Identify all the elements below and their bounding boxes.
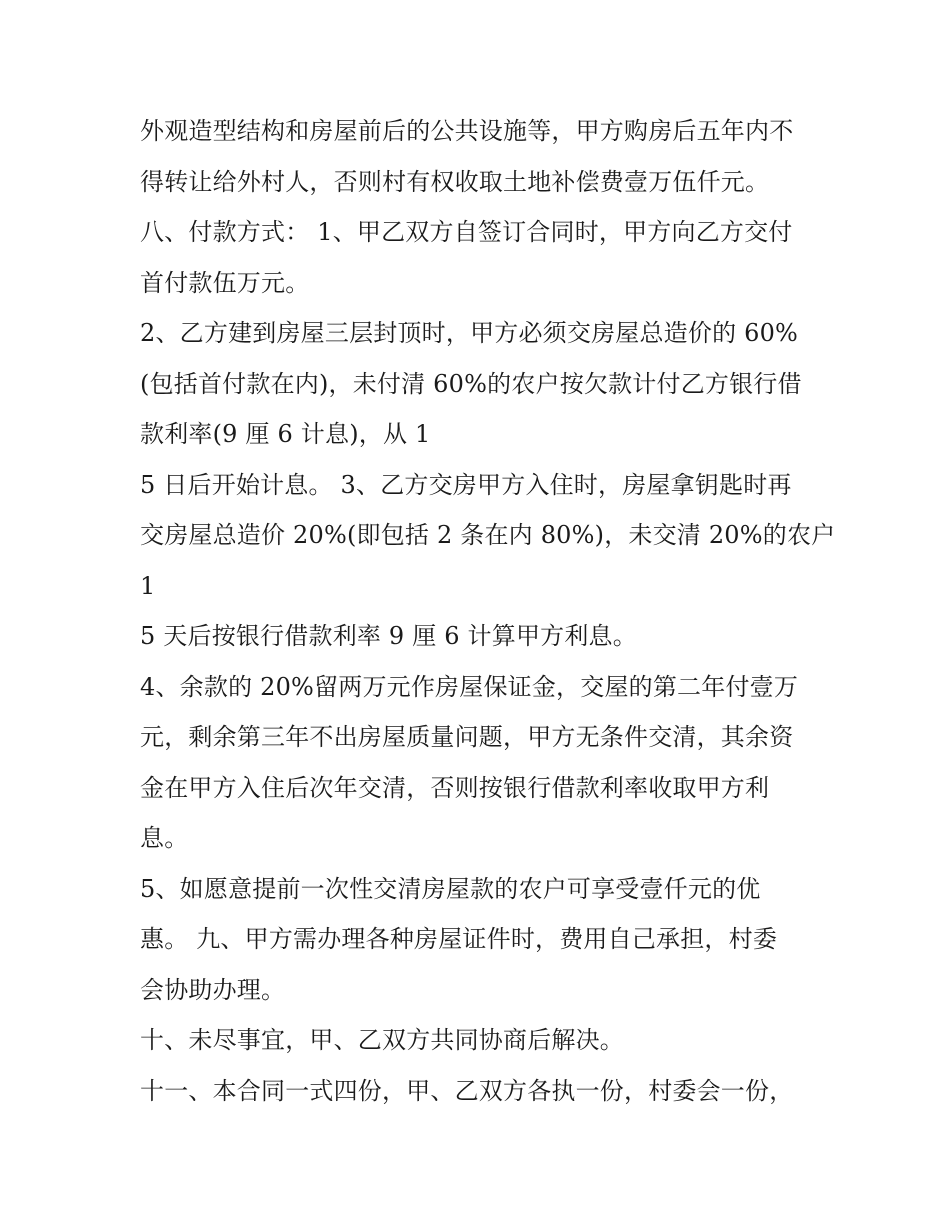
text-line: 交房屋总造价 20%(即包括 2 条在内 80%)，未交清 20%的农户 [140, 521, 836, 549]
text-line: 八、付款方式： 1、甲乙双方自签订合同时，甲方向乙方交付 [140, 218, 793, 246]
text-line: 1 [140, 571, 156, 600]
text-line: 2、乙方建到房屋三层封顶时，甲方必须交房屋总造价的 60% [140, 319, 799, 347]
document-body [140, 106, 836, 1116]
text-line: 得转让给外村人，否则村有权收取土地补偿费壹万伍仟元。 [140, 167, 770, 196]
text-line: 外观造型结构和房屋前后的公共设施等，甲方购房后五年内不 [140, 117, 794, 145]
text-line: 5 天后按银行借款利率 9 厘 6 计算甲方利息。 [140, 622, 637, 650]
text-line: (包括首付款在内)，未付清 60%的农户按欠款计付乙方银行借 [140, 369, 802, 398]
text-line: 十、未尽事宜，甲、乙双方共同协商后解决。 [140, 1026, 624, 1054]
text-line: 5 日后开始计息。 3、乙方交房甲方入住时，房屋拿钥匙时再 [140, 470, 792, 499]
text-line: 5、如愿意提前一次性交清房屋款的农户可享受壹仟元的优 [140, 874, 761, 903]
text-line: 十一、本合同一式四份，甲、乙双方各执一份，村委会一份， [140, 1076, 794, 1105]
text-line: 惠。 九、甲方需办理各种房屋证件时，费用自己承担，村委 [140, 925, 778, 953]
text-line: 金在甲方入住后次年交清，否则按银行借款利率收取甲方利 [140, 773, 770, 802]
text-line: 首付款伍万元。 [140, 268, 310, 297]
text-line: 款利率(9 厘 6 计息)，从 1 [140, 420, 431, 448]
text-line: 元，剩余第三年不出房屋质量问题，甲方无条件交清，其余资 [140, 723, 794, 751]
text-line: 息。 [140, 824, 189, 852]
text-line: 会协助办理。 [140, 975, 286, 1004]
text-line: 4、余款的 20%留两万元作房屋保证金，交屋的第二年付壹万 [140, 672, 799, 701]
